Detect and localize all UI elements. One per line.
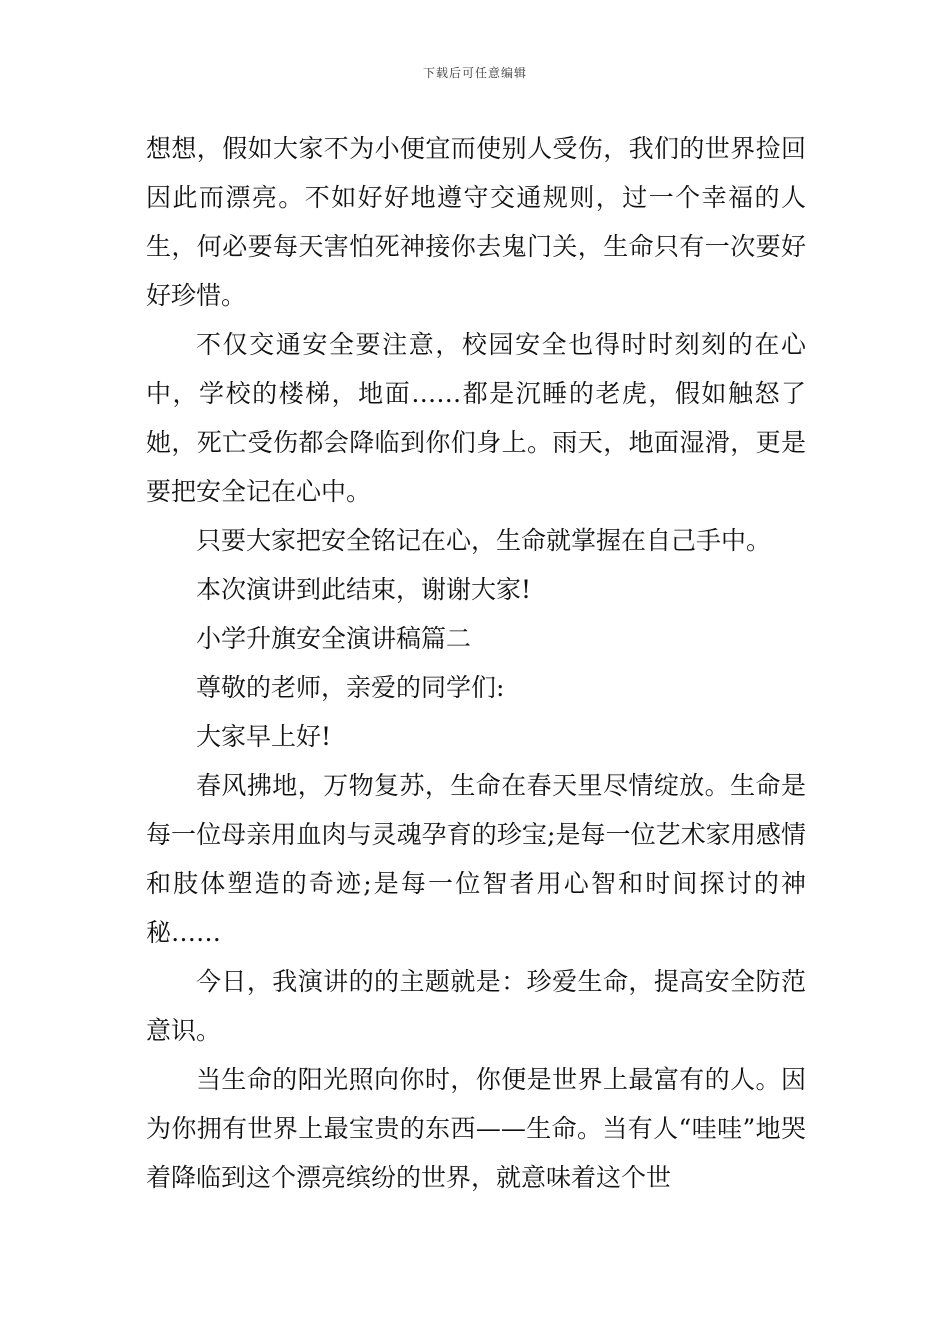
paragraph: 当生命的阳光照向你时，你便是世界上最富有的人。因为你拥有世界上最宝贵的东西——生命。当有人“哇哇”地哭着降临到这个漂亮缤纷的世界，就意味着这个世 bbox=[146, 1065, 806, 1192]
section-title: 小学升旗安全演讲稿篇二 bbox=[196, 624, 472, 653]
paragraph: 本次演讲到此结束，谢谢大家! bbox=[196, 575, 532, 604]
document-body bbox=[146, 124, 806, 1202]
paragraph: 想想，假如大家不为小便宜而使别人受伤，我们的世界捡回因此而漂亮。不如好好地遵守交通规则，过一个幸福的人生，何必要每天害怕死神接你去鬼门关，生命只有一次要好好珍惜。 bbox=[146, 134, 806, 310]
paragraph: 只要大家把安全铭记在心，生命就掌握在自己手中。 bbox=[196, 526, 772, 555]
paragraph: 春风拂地，万物复苏，生命在春天里尽情绽放。生命是每一位母亲用血肉与灵魂孕育的珍宝;是每一位艺术家用感情和肢体塑造的奇迹;是每一位智者用心智和时间探讨的神秘…… bbox=[146, 771, 806, 947]
paragraph: 今日，我演讲的的主题就是：珍爱生命，提高安全防范意识。 bbox=[146, 967, 806, 1045]
page-header: 下载后可任意编辑 bbox=[422, 66, 527, 80]
salutation: 尊敬的老师，亲爱的同学们: bbox=[196, 673, 505, 702]
greeting: 大家早上好! bbox=[196, 722, 332, 751]
paragraph: 不仅交通安全要注意，校园安全也得时时刻刻的在心中，学校的楼梯，地面……都是沉睡的老虎，假如触怒了她，死亡受伤都会降临到你们身上。雨天，地面湿滑，更是要把安全记在心中。 bbox=[146, 330, 806, 506]
